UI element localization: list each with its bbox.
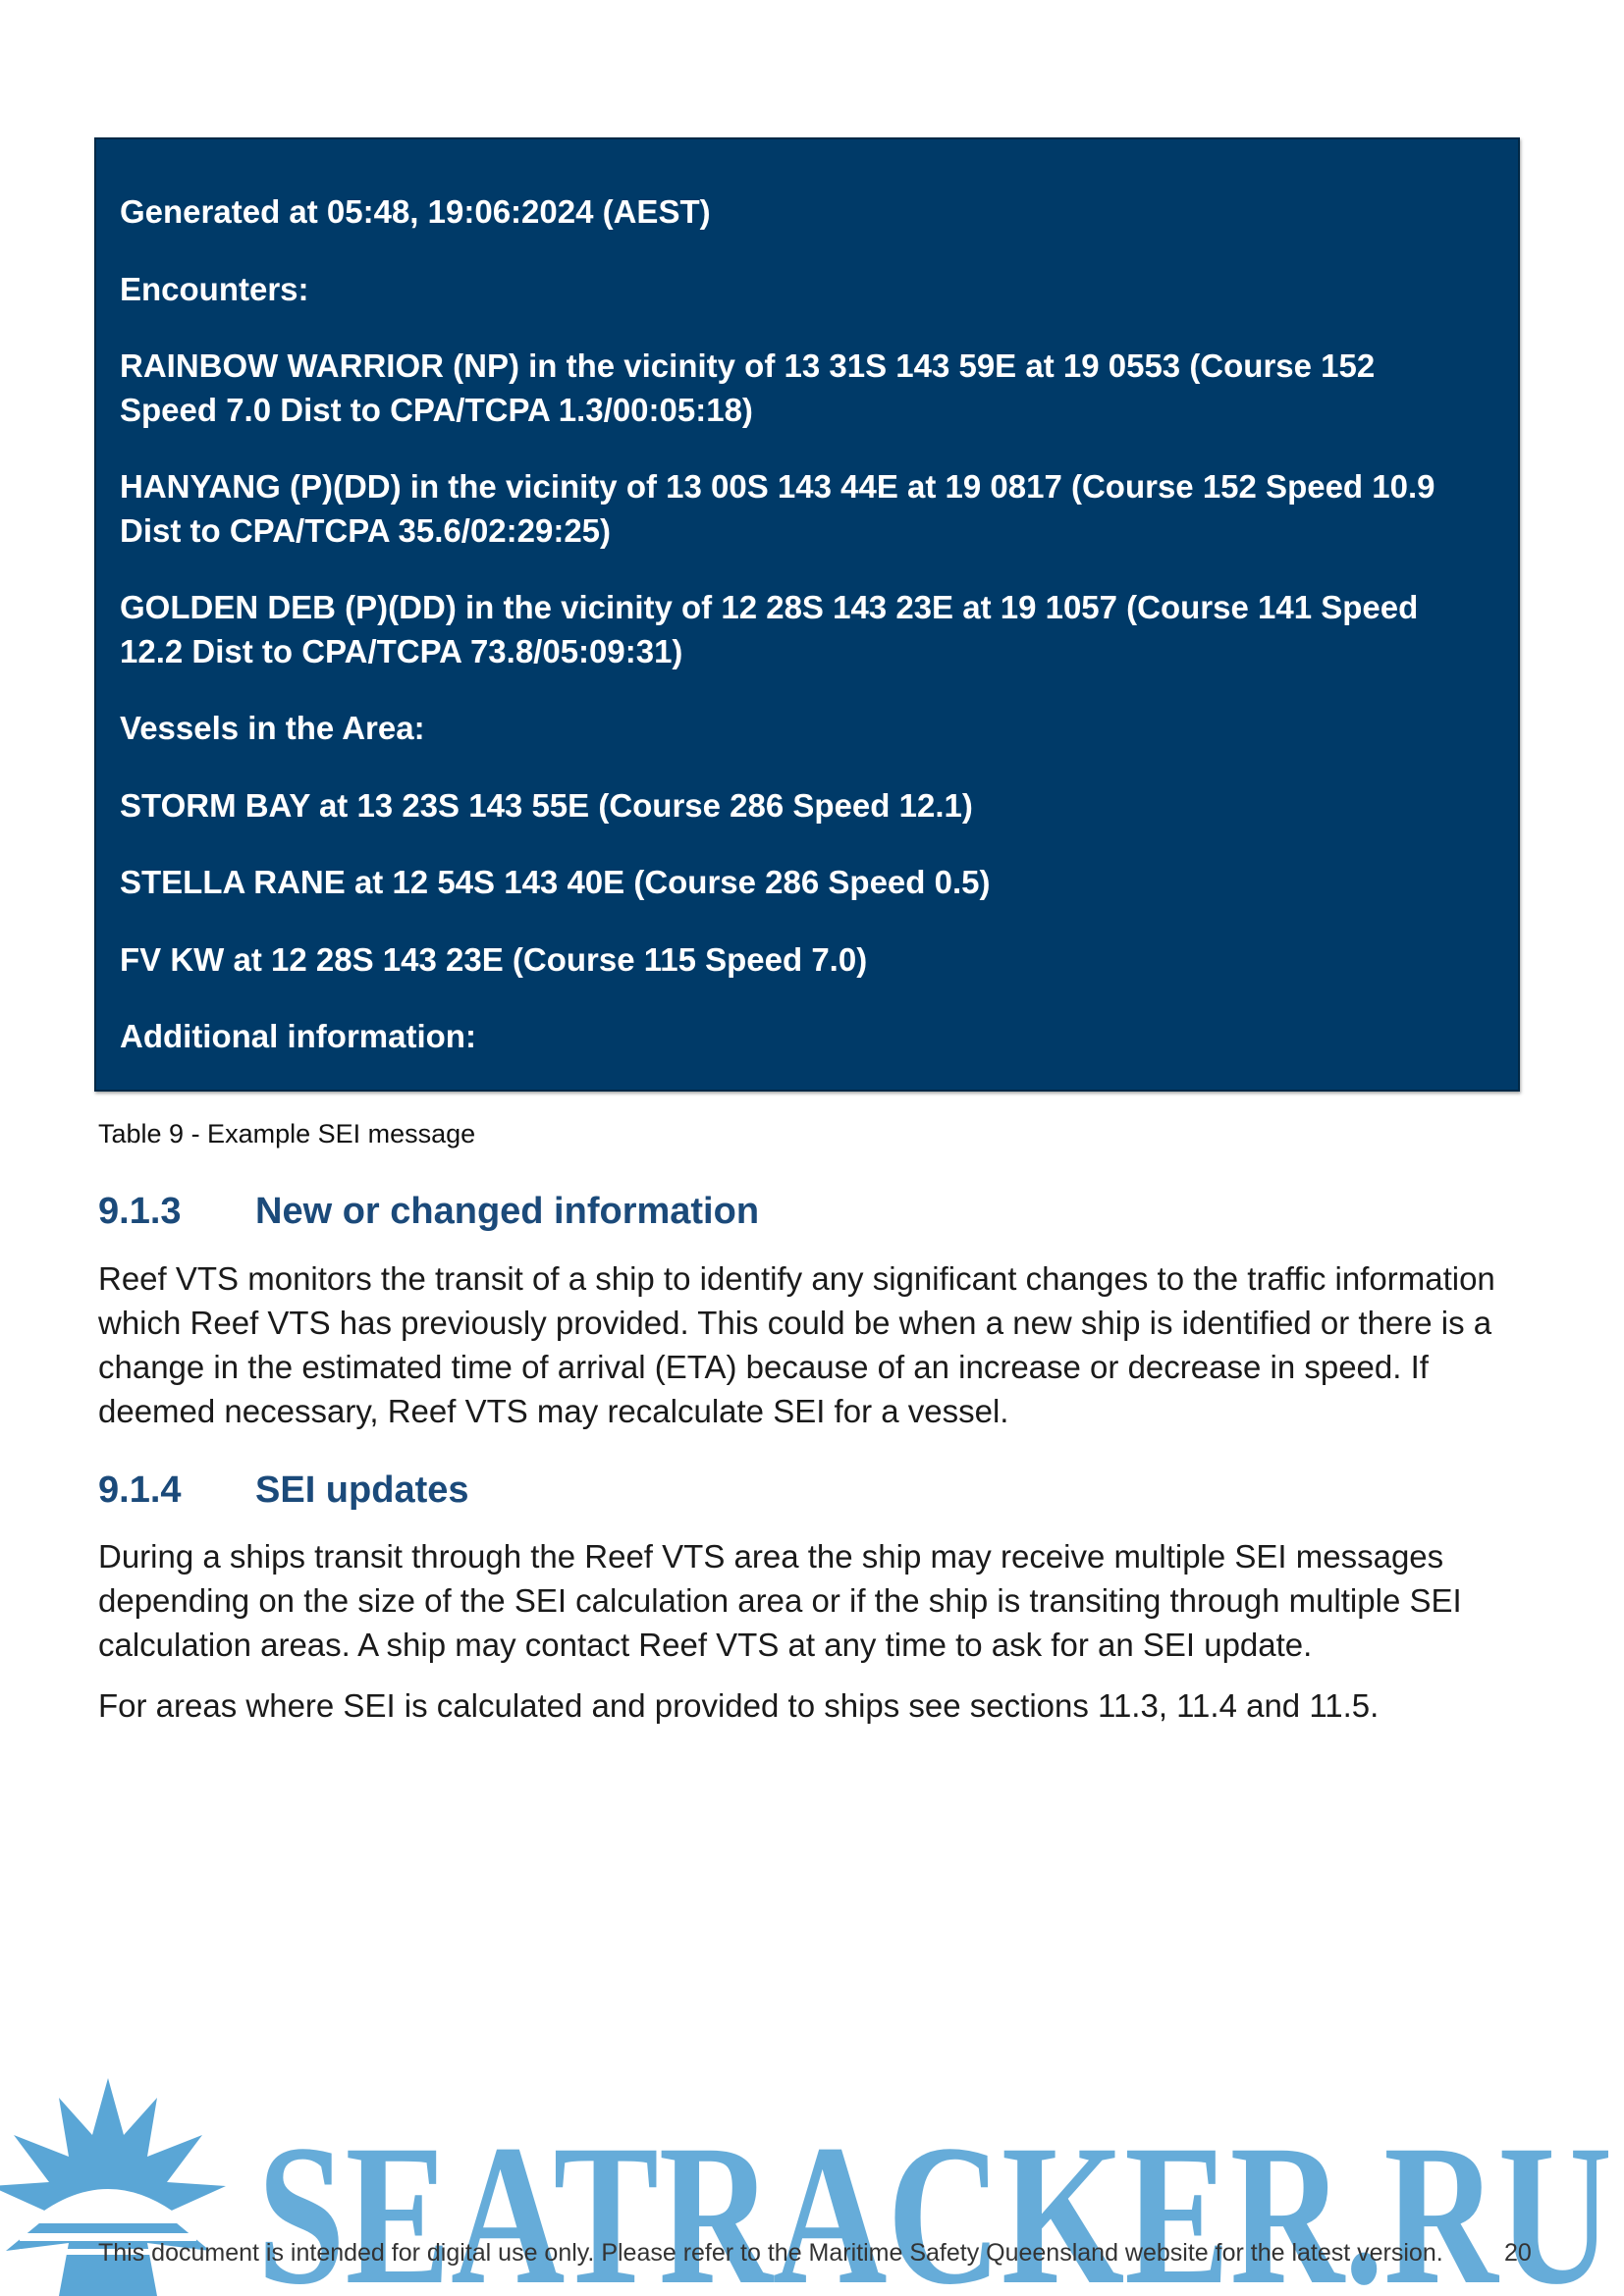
watermark-text: SEATRACKER.RU <box>257 2104 1612 2296</box>
sei-encounter-2-line-1: HANYANG (P)(DD) in the vicinity of 13 00S 143 44E at 19 0817 (Course 152 Speed 10.9 <box>120 468 1435 505</box>
section-914-number: 9.1.4 <box>98 1469 182 1511</box>
section-913-number: 9.1.3 <box>98 1191 182 1232</box>
sei-vessel-3: FV KW at 12 28S 143 23E (Course 115 Speed 7.0) <box>120 941 868 978</box>
sei-vessel-1: STORM BAY at 13 23S 143 55E (Course 286 Speed 12.1) <box>120 787 973 824</box>
sei-additional-info-heading: Additional information: <box>120 1018 476 1054</box>
section-913-line-3: change in the estimated time of arrival (ETA) because of an increase or decrease in speed. If <box>98 1349 1429 1385</box>
sei-encounter-3-line-1: GOLDEN DEB (P)(DD) in the vicinity of 12 28S 143 23E at 19 1057 (Course 141 Speed <box>120 589 1419 625</box>
section-914-title: SEI updates <box>255 1469 469 1511</box>
section-914-line-1: During a ships transit through the Reef VTS area the ship may receive multiple SEI messages <box>98 1538 1444 1575</box>
section-914-paragraph-1 <box>98 1534 1551 1667</box>
footer-disclaimer: This document is intended for digital use only. Please refer to the Maritime Safety Queensland website for the latest version. <box>98 2239 1443 2267</box>
sei-generated-line: Generated at 05:48, 19:06:2024 (AEST) <box>120 193 711 230</box>
table-caption: Table 9 - Example SEI message <box>98 1119 476 1148</box>
section-913-title: New or changed information <box>255 1191 760 1232</box>
sei-message-box <box>94 137 1520 1092</box>
sei-encounters-heading: Encounters: <box>120 271 309 307</box>
section-914-para2-line: For areas where SEI is calculated and provided to ships see sections 11.3, 11.4 and 11.5. <box>98 1687 1380 1724</box>
section-913-line-2: which Reef VTS has previously provided. This could be when a new ship is identified or there is a <box>98 1305 1492 1341</box>
page-number: 20 <box>1504 2239 1532 2267</box>
section-913-line-4: deemed necessary, Reef VTS may recalculate SEI for a vessel. <box>98 1393 1009 1429</box>
section-913-line-1: Reef VTS monitors the transit of a ship to identify any significant changes to the traffic information <box>98 1260 1495 1297</box>
sei-vessels-heading: Vessels in the Area: <box>120 710 425 746</box>
sei-encounter-1-line-1: RAINBOW WARRIOR (NP) in the vicinity of 13 31S 143 59E at 19 0553 (Course 152 <box>120 347 1376 384</box>
section-914-line-3: calculation areas. A ship may contact Reef VTS at any time to ask for an SEI update. <box>98 1627 1313 1663</box>
sei-encounter-1-line-2: Speed 7.0 Dist to CPA/TCPA 1.3/00:05:18) <box>120 392 753 428</box>
sei-vessel-2: STELLA RANE at 12 54S 143 40E (Course 286 Speed 0.5) <box>120 864 991 900</box>
section-914-heading <box>98 1468 469 1513</box>
section-913-heading <box>98 1189 759 1234</box>
sei-encounter-2-line-2: Dist to CPA/TCPA 35.6/02:29:25) <box>120 512 612 549</box>
section-914-line-2: depending on the size of the SEI calculation area or if the ship is transiting through multiple SEI <box>98 1582 1462 1619</box>
section-914-paragraph-2 <box>98 1683 1551 1728</box>
sei-encounter-3-line-2: 12.2 Dist to CPA/TCPA 73.8/05:09:31) <box>120 633 683 669</box>
section-913-paragraph <box>98 1256 1551 1433</box>
